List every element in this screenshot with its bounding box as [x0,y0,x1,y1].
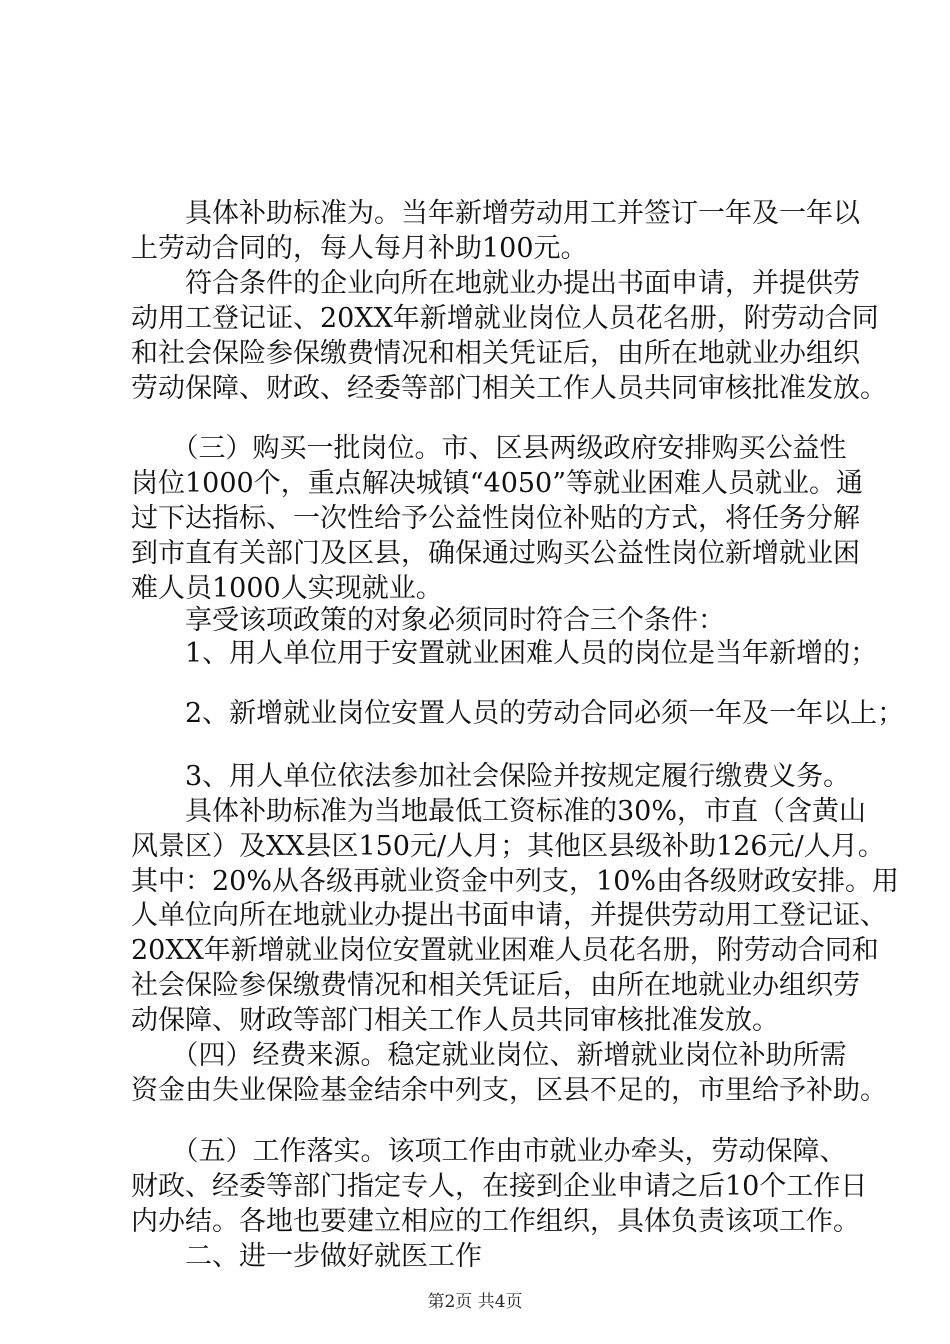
text-line: 财政、经委等部门指定专人，在接到企业申请之后10个工作日 [131,1171,868,1202]
text-line: 符合条件的企业向所在地就业办提出书面申请，并提供劳 [131,268,860,299]
text-line: 劳动保障、财政、经委等部门相关工作人员共同审核批准发放。 [131,373,887,404]
text-line: 内办结。各地也要建立相应的工作组织，具体负责该项工作。 [131,1206,860,1237]
text-line: 20XX年新增就业岗位安置就业困难人员花名册，附劳动合同和 [131,935,879,966]
text-line: 1、用人单位用于安置就业困难人员的岗位是当年新增的； [131,638,878,669]
text-line: 3、用人单位依法参加社会保险并按规定履行缴费义务。 [131,761,851,792]
text-line: （三）购买一批岗位。市、区县两级政府安排购买公益性 [131,433,847,464]
text-line: 人单位向所在地就业办提出书面申请，并提供劳动用工登记证、 [131,900,887,931]
text-line: 资金由失业保险基金结余中列支，区县不足的，市里给予补助。 [131,1075,887,1106]
text-line: （五）工作落实。该项工作由市就业办牵头，劳动保障、 [131,1136,847,1167]
text-line: 到市直有关部门及区县，确保通过购买公益性岗位新增就业困 [131,538,860,569]
text-line: 动保障、财政等部门相关工作人员共同审核批准发放。 [131,1005,779,1036]
text-line: 享受该项政策的对象必须同时符合三个条件： [131,605,725,636]
text-line: 风景区）及XX县区150元/人月；其他区县级补助126元/人月。 [131,831,885,862]
text-line: （四）经费来源。稳定就业岗位、新增就业岗位补助所需 [131,1040,847,1071]
text-line: 上劳动合同的，每人每月补助100元。 [131,233,588,264]
text-line: 2、新增就业岗位安置人员的劳动合同必须一年及一年以上； [131,698,905,729]
text-line: 难人员1000人实现就业。 [131,573,443,604]
text-line: 岗位1000个，重点解决城镇“4050”等就业困难人员就业。通 [131,468,864,499]
section-heading: 二、进一步做好就医工作 [131,1241,482,1272]
text-line: 过下达指标、一次性给予公益性岗位补贴的方式，将任务分解 [131,503,860,534]
text-line: 动用工登记证、20XX年新增就业岗位人员花名册，附劳动合同 [131,303,879,334]
page-footer: 第2页 共4页 [427,1292,523,1312]
text-line: 具体补助标准为当地最低工资标准的30%，市直（含黄山 [131,796,867,827]
text-line: 具体补助标准为。当年新增劳动用工并签订一年及一年以 [131,198,860,229]
text-line: 其中：20%从各级再就业资金中列支，10%由各级财政安排。用 [131,866,900,897]
text-line: 和社会保险参保缴费情况和相关凭证后，由所在地就业办组织 [131,338,860,369]
text-line: 社会保险参保缴费情况和相关凭证后，由所在地就业办组织劳 [131,970,860,1001]
